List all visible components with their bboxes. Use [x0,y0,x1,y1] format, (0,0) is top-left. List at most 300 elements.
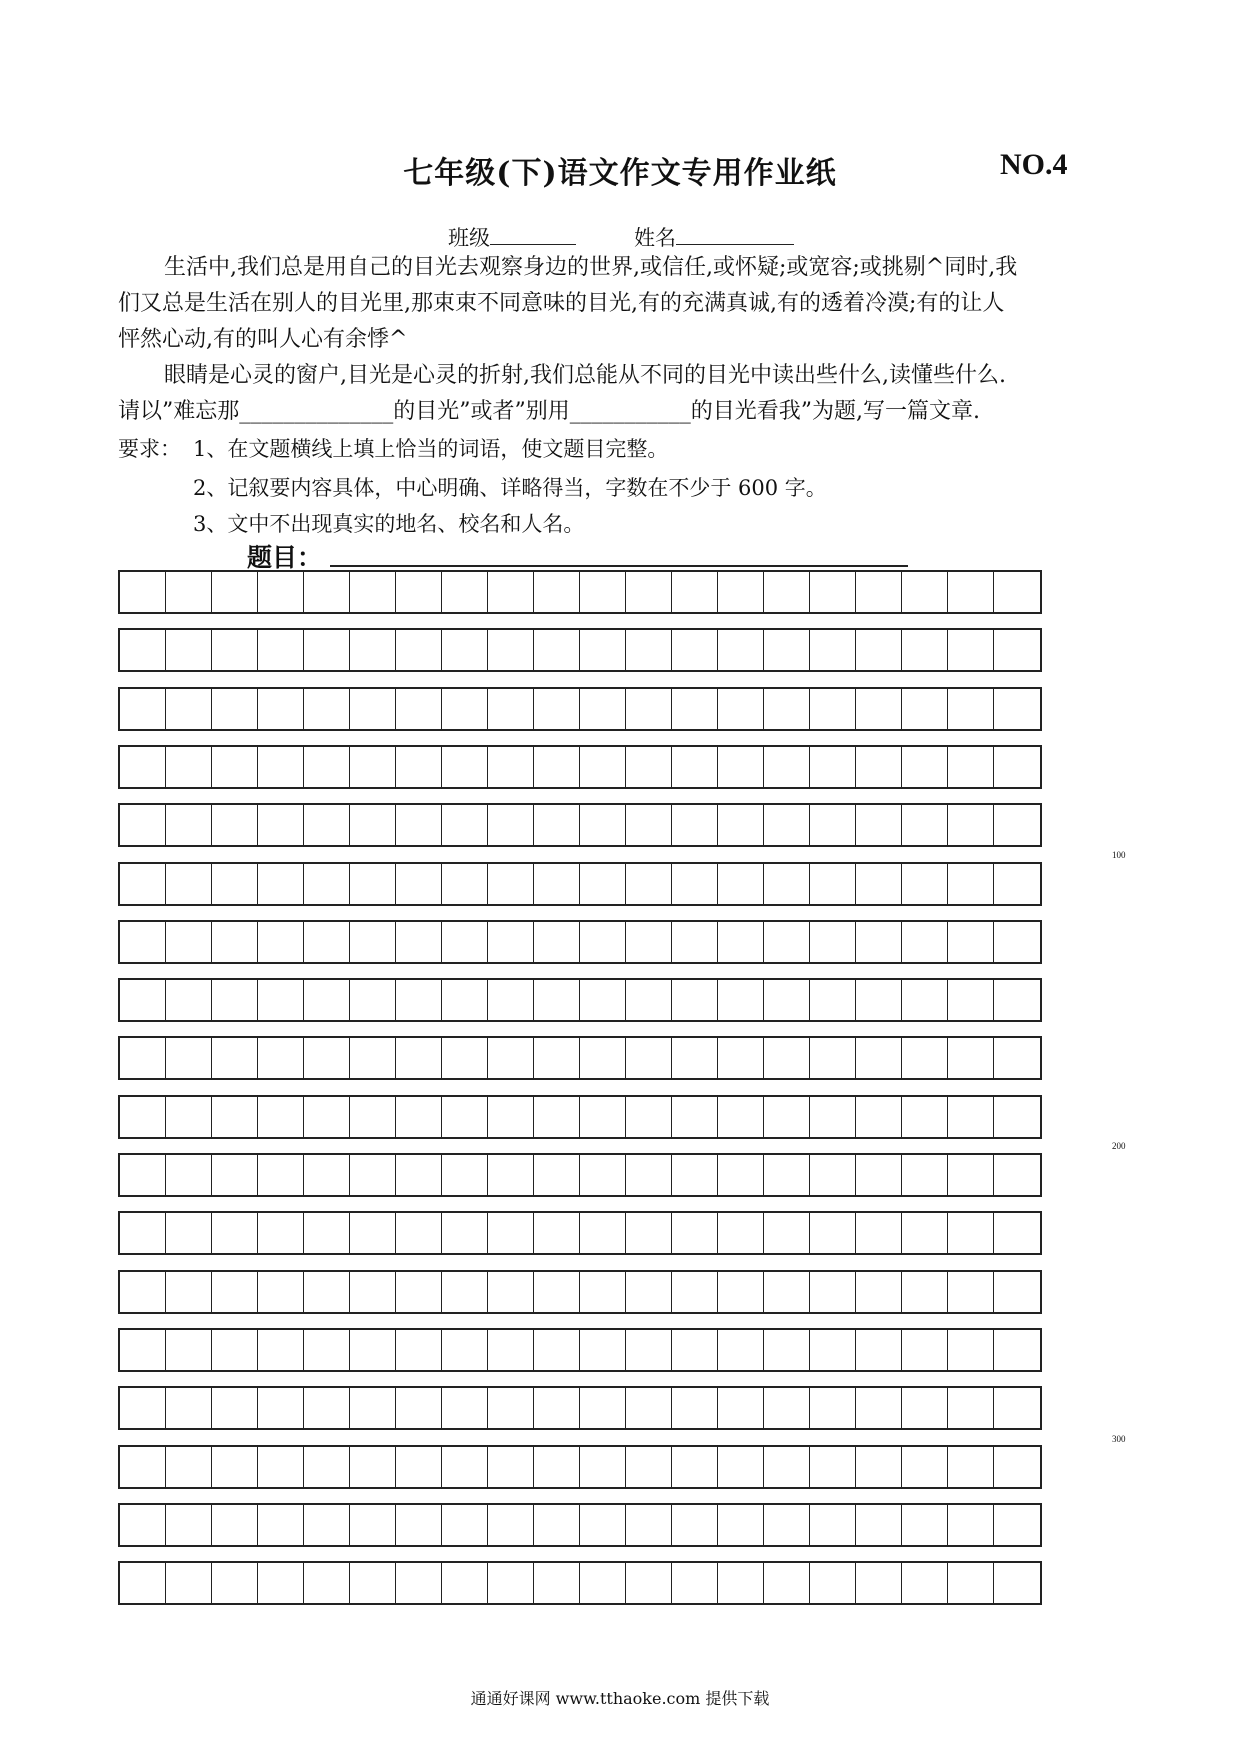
grid-cell[interactable] [856,1330,902,1370]
grid-cell[interactable] [994,747,1040,787]
grid-cell[interactable] [902,747,948,787]
grid-cell[interactable] [856,1213,902,1253]
grid-cell[interactable] [718,1330,764,1370]
grid-cell[interactable] [120,1388,166,1428]
grid-cell[interactable] [212,1038,258,1078]
grid-cell[interactable] [948,1447,994,1487]
grid-cell[interactable] [534,1388,580,1428]
grid-cell[interactable] [488,572,534,612]
grid-cell[interactable] [442,1097,488,1137]
grid-cell[interactable] [810,864,856,904]
grid-cell[interactable] [304,1388,350,1428]
grid-cell[interactable] [810,1272,856,1312]
grid-cell[interactable] [212,805,258,845]
grid-cell[interactable] [626,1505,672,1545]
grid-cell[interactable] [350,1097,396,1137]
grid-cell[interactable] [488,1388,534,1428]
grid-cell[interactable] [810,630,856,670]
grid-cell[interactable] [212,1213,258,1253]
grid-cell[interactable] [994,630,1040,670]
grid-cell[interactable] [902,980,948,1020]
grid-cell[interactable] [994,572,1040,612]
grid-cell[interactable] [396,1038,442,1078]
grid-cell[interactable] [948,689,994,729]
grid-cell[interactable] [994,1155,1040,1195]
grid-cell[interactable] [258,1038,304,1078]
grid-cell[interactable] [856,922,902,962]
grid-cell[interactable] [350,1272,396,1312]
grid-cell[interactable] [350,980,396,1020]
grid-cell[interactable] [810,1213,856,1253]
grid-cell[interactable] [488,1330,534,1370]
grid-cell[interactable] [672,1272,718,1312]
grid-cell[interactable] [948,1213,994,1253]
grid-cell[interactable] [442,1388,488,1428]
grid-cell[interactable] [718,805,764,845]
grid-cell[interactable] [488,1272,534,1312]
grid-cell[interactable] [534,922,580,962]
grid-cell[interactable] [580,1155,626,1195]
grid-cell[interactable] [626,630,672,670]
grid-cell[interactable] [948,1155,994,1195]
grid-cell[interactable] [580,1097,626,1137]
grid-cell[interactable] [304,1038,350,1078]
grid-cell[interactable] [994,1447,1040,1487]
grid-cell[interactable] [580,630,626,670]
grid-cell[interactable] [120,805,166,845]
grid-cell[interactable] [212,1097,258,1137]
grid-cell[interactable] [902,922,948,962]
grid-cell[interactable] [120,864,166,904]
grid-cell[interactable] [672,1388,718,1428]
grid-cell[interactable] [442,1272,488,1312]
grid-cell[interactable] [718,1213,764,1253]
grid-cell[interactable] [764,864,810,904]
grid-cell[interactable] [396,805,442,845]
grid-cell[interactable] [212,980,258,1020]
grid-cell[interactable] [810,805,856,845]
grid-cell[interactable] [902,1505,948,1545]
grid-cell[interactable] [580,980,626,1020]
grid-cell[interactable] [994,864,1040,904]
grid-cell[interactable] [764,805,810,845]
grid-cell[interactable] [994,1213,1040,1253]
grid-cell[interactable] [488,864,534,904]
grid-cell[interactable] [488,980,534,1020]
grid-cell[interactable] [718,980,764,1020]
grid-cell[interactable] [166,980,212,1020]
grid-cell[interactable] [396,1563,442,1603]
grid-cell[interactable] [764,1563,810,1603]
grid-cell[interactable] [948,1272,994,1312]
grid-cell[interactable] [212,747,258,787]
grid-cell[interactable] [212,1505,258,1545]
grid-cell[interactable] [488,1155,534,1195]
grid-cell[interactable] [120,747,166,787]
grid-cell[interactable] [120,1563,166,1603]
grid-cell[interactable] [396,1272,442,1312]
grid-cell[interactable] [212,1447,258,1487]
grid-cell[interactable] [764,1330,810,1370]
grid-cell[interactable] [626,1155,672,1195]
topic-input-line[interactable] [330,565,908,567]
grid-cell[interactable] [580,864,626,904]
grid-cell[interactable] [350,747,396,787]
grid-cell[interactable] [212,922,258,962]
grid-cell[interactable] [212,1272,258,1312]
grid-cell[interactable] [994,1097,1040,1137]
grid-cell[interactable] [718,747,764,787]
grid-cell[interactable] [626,1272,672,1312]
grid-cell[interactable] [856,1388,902,1428]
grid-cell[interactable] [718,572,764,612]
grid-cell[interactable] [258,1213,304,1253]
grid-cell[interactable] [718,689,764,729]
grid-cell[interactable] [166,1097,212,1137]
grid-cell[interactable] [718,1447,764,1487]
grid-cell[interactable] [902,689,948,729]
grid-cell[interactable] [718,1038,764,1078]
grid-cell[interactable] [166,1330,212,1370]
grid-cell[interactable] [304,689,350,729]
grid-cell[interactable] [166,1038,212,1078]
grid-cell[interactable] [580,1330,626,1370]
grid-cell[interactable] [764,1272,810,1312]
grid-cell[interactable] [166,1155,212,1195]
grid-cell[interactable] [994,1563,1040,1603]
grid-cell[interactable] [948,1097,994,1137]
grid-cell[interactable] [258,1272,304,1312]
grid-cell[interactable] [442,572,488,612]
grid-cell[interactable] [810,1447,856,1487]
grid-cell[interactable] [764,1505,810,1545]
grid-cell[interactable] [534,1213,580,1253]
grid-cell[interactable] [350,1563,396,1603]
grid-cell[interactable] [580,922,626,962]
grid-cell[interactable] [948,630,994,670]
grid-cell[interactable] [810,747,856,787]
grid-cell[interactable] [120,980,166,1020]
grid-cell[interactable] [810,1330,856,1370]
grid-cell[interactable] [764,1097,810,1137]
grid-cell[interactable] [856,1447,902,1487]
grid-cell[interactable] [304,1097,350,1137]
grid-cell[interactable] [580,805,626,845]
grid-cell[interactable] [994,1272,1040,1312]
grid-cell[interactable] [166,1447,212,1487]
grid-cell[interactable] [856,805,902,845]
grid-cell[interactable] [810,1038,856,1078]
grid-cell[interactable] [534,1272,580,1312]
grid-cell[interactable] [810,1155,856,1195]
grid-cell[interactable] [166,747,212,787]
grid-cell[interactable] [856,689,902,729]
grid-cell[interactable] [718,1155,764,1195]
grid-cell[interactable] [488,630,534,670]
grid-cell[interactable] [304,1213,350,1253]
grid-cell[interactable] [994,1038,1040,1078]
grid-cell[interactable] [718,1563,764,1603]
grid-cell[interactable] [856,1038,902,1078]
grid-cell[interactable] [764,747,810,787]
grid-cell[interactable] [902,805,948,845]
grid-cell[interactable] [304,805,350,845]
grid-cell[interactable] [212,1330,258,1370]
grid-cell[interactable] [534,747,580,787]
grid-cell[interactable] [856,1155,902,1195]
grid-cell[interactable] [856,864,902,904]
grid-cell[interactable] [534,630,580,670]
grid-cell[interactable] [626,805,672,845]
grid-cell[interactable] [396,630,442,670]
grid-cell[interactable] [672,689,718,729]
grid-cell[interactable] [580,1563,626,1603]
grid-cell[interactable] [672,980,718,1020]
grid-cell[interactable] [212,1388,258,1428]
grid-cell[interactable] [350,1505,396,1545]
grid-cell[interactable] [396,1330,442,1370]
grid-cell[interactable] [718,864,764,904]
grid-cell[interactable] [304,747,350,787]
grid-cell[interactable] [902,1447,948,1487]
grid-cell[interactable] [350,1330,396,1370]
grid-cell[interactable] [672,1447,718,1487]
grid-cell[interactable] [488,689,534,729]
grid-cell[interactable] [304,980,350,1020]
grid-cell[interactable] [764,1388,810,1428]
grid-cell[interactable] [948,980,994,1020]
grid-cell[interactable] [810,689,856,729]
grid-cell[interactable] [166,864,212,904]
grid-cell[interactable] [626,747,672,787]
grid-cell[interactable] [258,1388,304,1428]
grid-cell[interactable] [442,1505,488,1545]
grid-cell[interactable] [442,630,488,670]
grid-cell[interactable] [166,1505,212,1545]
grid-cell[interactable] [442,1038,488,1078]
grid-cell[interactable] [672,1330,718,1370]
grid-cell[interactable] [120,630,166,670]
grid-cell[interactable] [212,572,258,612]
grid-cell[interactable] [396,747,442,787]
grid-cell[interactable] [258,1563,304,1603]
grid-cell[interactable] [626,1563,672,1603]
grid-cell[interactable] [902,1213,948,1253]
grid-cell[interactable] [304,1563,350,1603]
grid-cell[interactable] [580,1505,626,1545]
grid-cell[interactable] [304,1155,350,1195]
grid-cell[interactable] [396,1213,442,1253]
grid-cell[interactable] [166,805,212,845]
grid-cell[interactable] [304,1447,350,1487]
grid-cell[interactable] [764,922,810,962]
grid-cell[interactable] [856,572,902,612]
grid-cell[interactable] [396,689,442,729]
grid-cell[interactable] [350,1388,396,1428]
grid-cell[interactable] [258,572,304,612]
grid-cell[interactable] [442,805,488,845]
grid-cell[interactable] [948,1505,994,1545]
grid-cell[interactable] [396,980,442,1020]
grid-cell[interactable] [534,1038,580,1078]
grid-cell[interactable] [488,747,534,787]
grid-cell[interactable] [442,922,488,962]
grid-cell[interactable] [718,630,764,670]
grid-cell[interactable] [350,689,396,729]
grid-cell[interactable] [672,1155,718,1195]
grid-cell[interactable] [120,922,166,962]
grid-cell[interactable] [534,572,580,612]
grid-cell[interactable] [810,572,856,612]
grid-cell[interactable] [120,1447,166,1487]
grid-cell[interactable] [442,747,488,787]
grid-cell[interactable] [672,805,718,845]
grid-cell[interactable] [350,805,396,845]
grid-cell[interactable] [396,1097,442,1137]
grid-cell[interactable] [166,1388,212,1428]
grid-cell[interactable] [626,572,672,612]
grid-cell[interactable] [442,980,488,1020]
grid-cell[interactable] [534,1155,580,1195]
grid-cell[interactable] [304,1505,350,1545]
grid-cell[interactable] [120,1505,166,1545]
grid-cell[interactable] [304,864,350,904]
grid-cell[interactable] [396,1388,442,1428]
grid-cell[interactable] [488,1505,534,1545]
grid-cell[interactable] [856,1272,902,1312]
grid-cell[interactable] [534,805,580,845]
grid-cell[interactable] [626,1330,672,1370]
grid-cell[interactable] [396,572,442,612]
grid-cell[interactable] [534,1563,580,1603]
grid-cell[interactable] [718,1097,764,1137]
grid-cell[interactable] [304,922,350,962]
grid-cell[interactable] [718,1505,764,1545]
grid-cell[interactable] [120,689,166,729]
grid-cell[interactable] [764,1213,810,1253]
grid-cell[interactable] [120,572,166,612]
grid-cell[interactable] [626,1388,672,1428]
grid-cell[interactable] [580,1213,626,1253]
grid-cell[interactable] [488,1097,534,1137]
grid-cell[interactable] [902,1097,948,1137]
grid-cell[interactable] [534,1097,580,1137]
grid-cell[interactable] [442,864,488,904]
grid-cell[interactable] [350,630,396,670]
grid-cell[interactable] [212,630,258,670]
grid-cell[interactable] [166,689,212,729]
grid-cell[interactable] [488,1447,534,1487]
grid-cell[interactable] [166,572,212,612]
grid-cell[interactable] [994,689,1040,729]
grid-cell[interactable] [166,922,212,962]
grid-cell[interactable] [580,689,626,729]
grid-cell[interactable] [626,980,672,1020]
grid-cell[interactable] [856,1097,902,1137]
grid-cell[interactable] [626,689,672,729]
grid-cell[interactable] [994,922,1040,962]
grid-cell[interactable] [994,980,1040,1020]
grid-cell[interactable] [810,980,856,1020]
grid-cell[interactable] [764,630,810,670]
grid-cell[interactable] [672,1563,718,1603]
grid-cell[interactable] [948,1563,994,1603]
grid-cell[interactable] [672,747,718,787]
grid-cell[interactable] [672,864,718,904]
grid-cell[interactable] [580,1038,626,1078]
grid-cell[interactable] [120,1097,166,1137]
grid-cell[interactable] [442,1447,488,1487]
grid-cell[interactable] [902,1038,948,1078]
grid-cell[interactable] [810,1388,856,1428]
grid-cell[interactable] [902,1272,948,1312]
grid-cell[interactable] [258,1097,304,1137]
grid-cell[interactable] [212,1155,258,1195]
grid-cell[interactable] [258,630,304,670]
grid-cell[interactable] [902,1155,948,1195]
grid-cell[interactable] [442,1155,488,1195]
grid-cell[interactable] [672,1038,718,1078]
grid-cell[interactable] [856,747,902,787]
grid-cell[interactable] [626,1038,672,1078]
grid-cell[interactable] [258,980,304,1020]
grid-cell[interactable] [350,864,396,904]
grid-cell[interactable] [580,1388,626,1428]
class-input-line[interactable] [490,222,576,245]
grid-cell[interactable] [764,1155,810,1195]
grid-cell[interactable] [534,864,580,904]
grid-cell[interactable] [212,1563,258,1603]
grid-cell[interactable] [304,572,350,612]
grid-cell[interactable] [258,1505,304,1545]
grid-cell[interactable] [994,1330,1040,1370]
grid-cell[interactable] [718,1388,764,1428]
grid-cell[interactable] [810,1563,856,1603]
grid-cell[interactable] [212,864,258,904]
grid-cell[interactable] [488,805,534,845]
grid-cell[interactable] [166,1213,212,1253]
grid-cell[interactable] [994,805,1040,845]
grid-cell[interactable] [994,1388,1040,1428]
grid-cell[interactable] [258,689,304,729]
grid-cell[interactable] [488,1038,534,1078]
grid-cell[interactable] [856,980,902,1020]
grid-cell[interactable] [488,1213,534,1253]
grid-cell[interactable] [166,1272,212,1312]
grid-cell[interactable] [350,1155,396,1195]
grid-cell[interactable] [672,1097,718,1137]
name-input-line[interactable] [676,222,794,245]
grid-cell[interactable] [810,1097,856,1137]
grid-cell[interactable] [258,1155,304,1195]
grid-cell[interactable] [718,922,764,962]
grid-cell[interactable] [902,1563,948,1603]
grid-cell[interactable] [948,572,994,612]
grid-cell[interactable] [396,864,442,904]
grid-cell[interactable] [672,1213,718,1253]
grid-cell[interactable] [120,1038,166,1078]
grid-cell[interactable] [810,922,856,962]
grid-cell[interactable] [902,572,948,612]
grid-cell[interactable] [718,1272,764,1312]
grid-cell[interactable] [166,1563,212,1603]
grid-cell[interactable] [258,747,304,787]
grid-cell[interactable] [948,747,994,787]
grid-cell[interactable] [396,1447,442,1487]
grid-cell[interactable] [764,1038,810,1078]
grid-cell[interactable] [442,1563,488,1603]
grid-cell[interactable] [396,922,442,962]
